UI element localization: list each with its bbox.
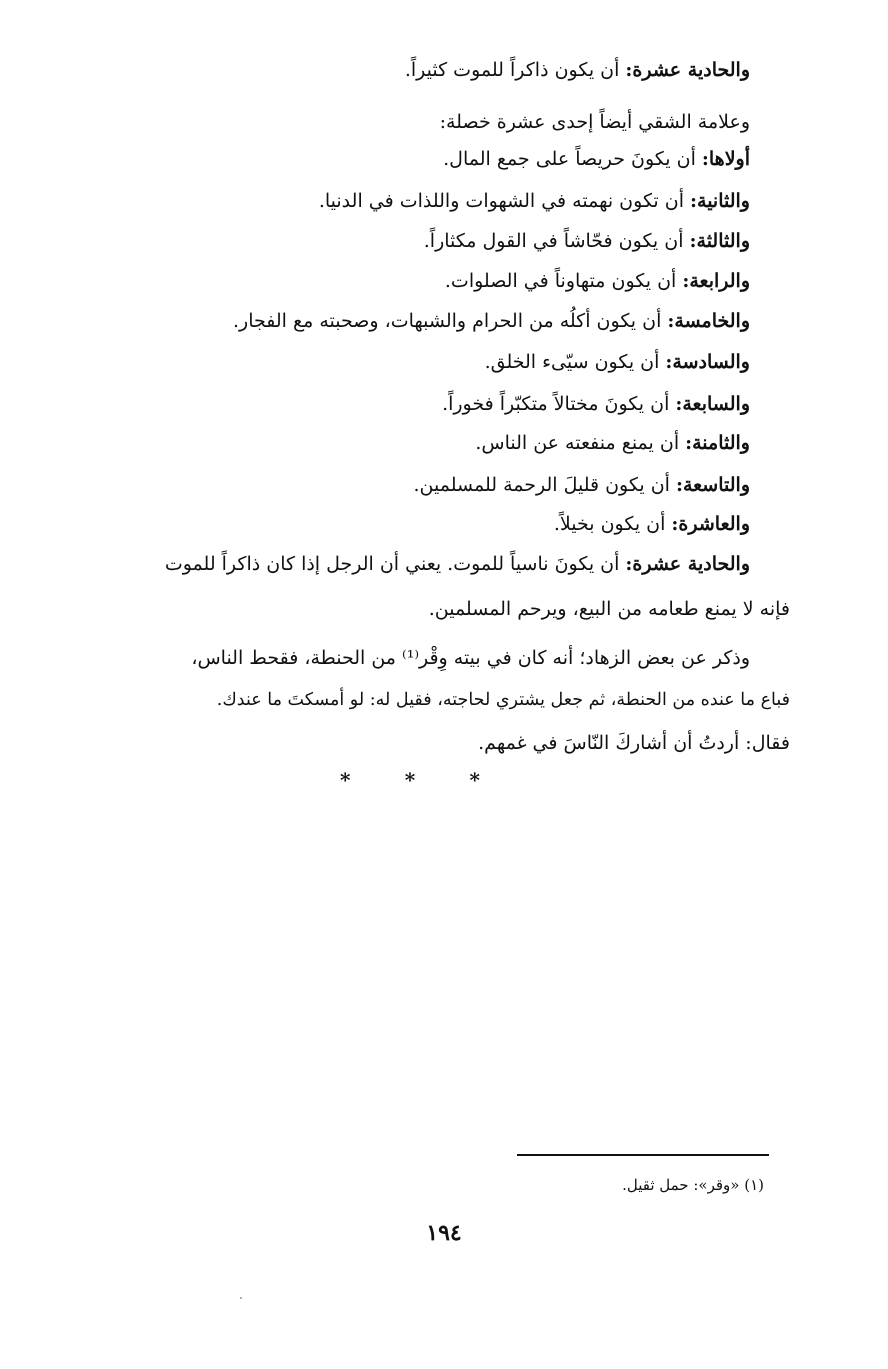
- text-line: [485, 347, 750, 377]
- line-text: أن يكون فحّاشاً في القول مكثاراً.: [423, 230, 684, 252]
- line-text: أن يمنع منفعته عن الناس.: [475, 432, 680, 454]
- line-label: أولاها:: [701, 148, 750, 170]
- line-text: أن يكون بخيلاً.: [553, 513, 666, 535]
- text-line: [233, 306, 750, 336]
- line-label: والسابعة:: [675, 393, 750, 415]
- text-line: [478, 728, 790, 758]
- line-text: وعلامة الشقي أيضاً إحدى عشرة خصلة:: [439, 111, 750, 133]
- text-line: [554, 509, 750, 539]
- text-line: [414, 470, 751, 500]
- separator-star: *: [469, 768, 480, 792]
- line-text: أن يكون قليلَ الرحمة للمسلمين.: [413, 474, 670, 496]
- line-label: والثانية:: [690, 190, 750, 212]
- text-line: [475, 428, 750, 458]
- line-label: والخامسة:: [667, 310, 750, 332]
- text-line: [445, 266, 750, 296]
- separator-star: *: [404, 768, 416, 792]
- page-number: ١٩٤: [426, 1220, 462, 1246]
- line-text: أن يكونَ مختالاً متكبّراً فخوراً.: [442, 393, 670, 415]
- scan-speck: [240, 1297, 242, 1299]
- line-text: أن يكونَ ناسياً للموت. يعني أن الرجل إذا كان ذاكراً للموت: [164, 553, 620, 575]
- footnote-rule: [517, 1154, 769, 1156]
- text-line: [429, 594, 790, 624]
- line-label: والرابعة:: [682, 270, 750, 292]
- footnote: (١) «وقر»: حمل ثقيل.: [622, 1176, 764, 1194]
- text-line: [319, 186, 750, 216]
- line-label: والثالثة:: [689, 230, 750, 252]
- line-text: فباع ما عنده من الحنطة، ثم جعل يشتري لحاجته، فقيل له: لو أمسكتَ ما عندك.: [216, 690, 790, 710]
- section-separator: [340, 768, 480, 792]
- line-label: والسادسة:: [665, 351, 750, 373]
- text-line: [217, 685, 790, 715]
- line-text: أن يكون ذاكراً للموت كثيراً.: [404, 59, 620, 81]
- line-label: والحادية عشرة:: [625, 59, 750, 81]
- line-label: والعاشرة:: [671, 513, 750, 535]
- line-text: أن يكون أكلُه من الحرام والشبهات، وصحبته مع الفجار.: [233, 310, 662, 332]
- text-line: [191, 643, 750, 673]
- line-label: والثامنة:: [685, 432, 750, 454]
- line-label: والتاسعة:: [675, 474, 750, 496]
- line-label: والحادية عشرة:: [625, 553, 750, 575]
- separator-star: *: [340, 768, 351, 792]
- text-line: [443, 144, 750, 174]
- text-line: [165, 549, 750, 579]
- text-line: [424, 226, 750, 256]
- line-text: أن تكون نهمته في الشهوات واللذات في الدنيا.: [318, 190, 684, 212]
- text-line: [440, 107, 750, 137]
- line-text: فإنه لا يمنع طعامه من البيع، ويرحم المسلمين.: [428, 598, 790, 620]
- line-text: أن يكون متهاوناً في الصلوات.: [444, 270, 677, 292]
- text-line: [442, 389, 750, 419]
- line-text: وذكر عن بعض الزهاد؛ أنه كان في بيته وِقْر⁽¹⁾ من الحنطة، فقحط الناس،: [191, 647, 750, 669]
- line-text: أن يكونَ حريصاً على جمع المال.: [443, 148, 696, 170]
- line-text: فقال: أردتُ أن أشاركَ النّاسَ في غمهم.: [478, 732, 790, 754]
- line-text: أن يكون سيّىء الخلق.: [484, 351, 660, 373]
- text-line: [405, 55, 750, 85]
